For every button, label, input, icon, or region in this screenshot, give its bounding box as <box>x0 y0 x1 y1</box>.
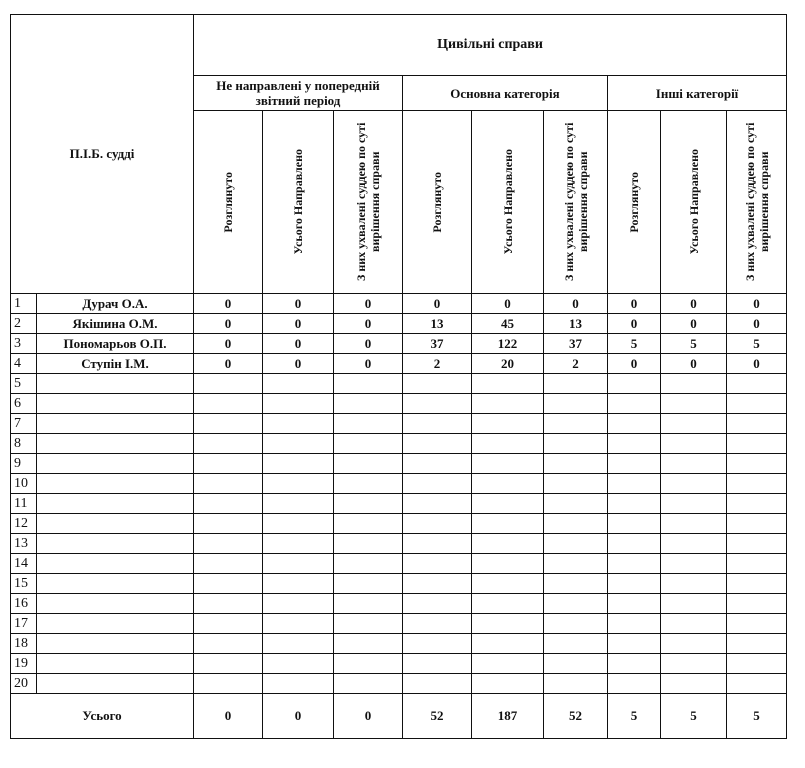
cell-value <box>194 654 263 674</box>
cell-value <box>403 374 472 394</box>
judge-name <box>37 574 194 594</box>
cell-value <box>727 654 787 674</box>
cell-value: 0 <box>334 314 403 334</box>
cell-value: 5 <box>727 334 787 354</box>
cell-value <box>194 414 263 434</box>
cell-value <box>403 674 472 694</box>
cell-value <box>194 434 263 454</box>
cell-value <box>472 654 544 674</box>
row-number: 18 <box>11 634 37 654</box>
cell-value <box>727 594 787 614</box>
cell-value: 37 <box>403 334 472 354</box>
subheader-other-categories-considered <box>608 111 661 294</box>
cell-value <box>263 414 334 434</box>
cell-value <box>194 374 263 394</box>
cell-value: 0 <box>194 294 263 314</box>
cell-value <box>544 474 608 494</box>
cell-value <box>661 414 727 434</box>
cell-value <box>608 494 661 514</box>
total-value: 0 <box>334 694 403 739</box>
table-row <box>11 594 787 614</box>
table-row <box>11 474 787 494</box>
cell-value <box>544 374 608 394</box>
cell-value <box>403 414 472 434</box>
cell-value <box>263 394 334 414</box>
row-number: 12 <box>11 514 37 534</box>
cell-value <box>194 474 263 494</box>
table-row <box>11 614 787 634</box>
judge-name: Пономарьов О.П. <box>37 334 194 354</box>
row-number: 4 <box>11 354 37 374</box>
cell-value <box>334 554 403 574</box>
row-number: 16 <box>11 594 37 614</box>
judge-name <box>37 614 194 634</box>
cell-value <box>194 454 263 474</box>
judge-name-header: П.І.Б. судді <box>11 15 194 294</box>
cell-value: 0 <box>334 354 403 374</box>
cell-value <box>403 654 472 674</box>
row-number: 17 <box>11 614 37 634</box>
total-value: 5 <box>608 694 661 739</box>
subheader-not-directed-decided-on-merits <box>334 111 403 294</box>
cell-value <box>727 374 787 394</box>
cell-value <box>194 574 263 594</box>
table-row <box>11 334 787 354</box>
cell-value <box>472 394 544 414</box>
cell-value <box>608 394 661 414</box>
cell-value: 2 <box>403 354 472 374</box>
cell-value <box>194 594 263 614</box>
cell-value <box>263 674 334 694</box>
judge-name <box>37 434 194 454</box>
cell-value <box>608 674 661 694</box>
cell-value: 0 <box>727 314 787 334</box>
cell-value <box>608 374 661 394</box>
judge-name: Ступін І.М. <box>37 354 194 374</box>
cell-value: 5 <box>661 334 727 354</box>
cell-value <box>727 494 787 514</box>
row-number: 7 <box>11 414 37 434</box>
cell-value <box>727 614 787 634</box>
row-number: 13 <box>11 534 37 554</box>
row-number: 2 <box>11 314 37 334</box>
row-number: 9 <box>11 454 37 474</box>
total-value: 52 <box>544 694 608 739</box>
cell-value <box>472 554 544 574</box>
cell-value <box>334 494 403 514</box>
table-row <box>11 294 787 314</box>
cell-value <box>608 614 661 634</box>
cell-value <box>727 394 787 414</box>
cell-value <box>608 414 661 434</box>
cell-value <box>661 474 727 494</box>
cell-value <box>263 454 334 474</box>
cell-value: 0 <box>194 354 263 374</box>
judge-name <box>37 634 194 654</box>
cell-value: 0 <box>263 314 334 334</box>
cell-value: 0 <box>334 294 403 314</box>
cell-value: 37 <box>544 334 608 354</box>
cell-value: 0 <box>727 294 787 314</box>
table-row <box>11 574 787 594</box>
cell-value <box>544 494 608 514</box>
cell-value <box>472 454 544 474</box>
cell-value: 13 <box>403 314 472 334</box>
cell-value <box>334 414 403 434</box>
total-value: 5 <box>661 694 727 739</box>
cell-value <box>661 554 727 574</box>
cell-value <box>194 494 263 514</box>
cell-value: 122 <box>472 334 544 354</box>
cell-value <box>403 394 472 414</box>
cell-value <box>608 654 661 674</box>
cell-value <box>472 614 544 634</box>
table-row <box>11 414 787 434</box>
cell-value <box>194 554 263 574</box>
subheader-label: Розглянуто <box>221 171 235 233</box>
table-row <box>11 534 787 554</box>
cell-value <box>263 514 334 534</box>
cell-value: 13 <box>544 314 608 334</box>
table-row <box>11 554 787 574</box>
cell-value <box>544 434 608 454</box>
cell-value: 0 <box>544 294 608 314</box>
cell-value <box>263 654 334 674</box>
subheader-label: З них ухвалені суддею по суті вирішення справи <box>354 122 382 282</box>
row-number: 20 <box>11 674 37 694</box>
cell-value <box>544 574 608 594</box>
table-row <box>11 654 787 674</box>
cell-value <box>472 634 544 654</box>
cell-value: 0 <box>403 294 472 314</box>
cell-value <box>544 674 608 694</box>
cell-value <box>472 434 544 454</box>
cell-value <box>334 534 403 554</box>
cell-value <box>661 674 727 694</box>
cell-value <box>661 394 727 414</box>
civil-cases-header: Цивільні справи <box>194 15 787 76</box>
cell-value <box>194 394 263 414</box>
judge-name <box>37 674 194 694</box>
cell-value <box>727 534 787 554</box>
total-value: 5 <box>727 694 787 739</box>
judge-name <box>37 534 194 554</box>
cell-value: 45 <box>472 314 544 334</box>
cell-value <box>472 594 544 614</box>
cell-value <box>263 494 334 514</box>
civil-cases-table <box>10 14 787 739</box>
cell-value <box>727 414 787 434</box>
table-row <box>11 674 787 694</box>
cell-value <box>403 434 472 454</box>
judge-name <box>37 654 194 674</box>
total-value: 52 <box>403 694 472 739</box>
cell-value <box>263 634 334 654</box>
cell-value: 0 <box>608 354 661 374</box>
cell-value <box>334 654 403 674</box>
subheader-label: З них ухвалені суддею по суті вирішення справи <box>742 122 771 282</box>
cell-value <box>727 514 787 534</box>
cell-value <box>263 374 334 394</box>
cell-value <box>472 674 544 694</box>
row-number: 5 <box>11 374 37 394</box>
subheader-other-categories-decided-on-merits <box>727 111 787 294</box>
table-row <box>11 314 787 334</box>
cell-value <box>263 554 334 574</box>
cell-value <box>661 514 727 534</box>
subheader-label: Розглянуто <box>627 171 641 233</box>
cell-value <box>334 434 403 454</box>
cell-value: 0 <box>661 354 727 374</box>
row-number: 8 <box>11 434 37 454</box>
cell-value <box>544 394 608 414</box>
judge-name <box>37 594 194 614</box>
judge-name <box>37 514 194 534</box>
subheader-main-category-total-directed <box>472 111 544 294</box>
cell-value <box>403 454 472 474</box>
cell-value: 0 <box>727 354 787 374</box>
cell-value <box>472 514 544 534</box>
cell-value <box>334 574 403 594</box>
cell-value: 0 <box>334 334 403 354</box>
group-header-not-directed: Не направлені у попередній звітний період <box>194 76 403 111</box>
subheader-other-categories-total-directed <box>661 111 727 294</box>
cell-value: 0 <box>194 334 263 354</box>
cell-value <box>544 514 608 534</box>
group-header-other-categories: Інші категорії <box>608 76 787 111</box>
cell-value <box>263 534 334 554</box>
row-number: 6 <box>11 394 37 414</box>
table-row <box>11 354 787 374</box>
table-row <box>11 494 787 514</box>
cell-value <box>661 434 727 454</box>
table-row <box>11 394 787 414</box>
row-number: 1 <box>11 294 37 314</box>
row-number: 11 <box>11 494 37 514</box>
row-number: 3 <box>11 334 37 354</box>
subheader-main-category-decided-on-merits <box>544 111 608 294</box>
cell-value <box>544 414 608 434</box>
subheader-label: З них ухвалені суддею по суті вирішення справи <box>561 122 590 282</box>
table-row <box>11 514 787 534</box>
table-row <box>11 634 787 654</box>
judge-name: Дурач О.А. <box>37 294 194 314</box>
table-row <box>11 434 787 454</box>
cell-value <box>334 614 403 634</box>
cell-value <box>403 594 472 614</box>
total-value: 0 <box>194 694 263 739</box>
row-number: 19 <box>11 654 37 674</box>
total-value: 187 <box>472 694 544 739</box>
row-number: 10 <box>11 474 37 494</box>
cell-value <box>727 554 787 574</box>
cell-value <box>727 434 787 454</box>
cell-value <box>608 454 661 474</box>
cell-value <box>727 454 787 474</box>
cell-value <box>334 514 403 534</box>
row-number: 15 <box>11 574 37 594</box>
cell-value <box>608 594 661 614</box>
row-number: 14 <box>11 554 37 574</box>
cell-value <box>472 414 544 434</box>
cell-value: 2 <box>544 354 608 374</box>
cell-value <box>472 574 544 594</box>
judge-name <box>37 554 194 574</box>
cell-value: 5 <box>608 334 661 354</box>
total-row <box>11 694 787 739</box>
cell-value: 0 <box>263 294 334 314</box>
cell-value: 0 <box>608 314 661 334</box>
cell-value <box>334 454 403 474</box>
cell-value <box>334 394 403 414</box>
total-value: 0 <box>263 694 334 739</box>
cell-value <box>661 654 727 674</box>
cell-value: 0 <box>608 294 661 314</box>
cell-value <box>194 634 263 654</box>
cell-value <box>194 614 263 634</box>
cell-value <box>472 474 544 494</box>
table-row <box>11 374 787 394</box>
judge-name <box>37 414 194 434</box>
cell-value <box>544 454 608 474</box>
cell-value <box>608 534 661 554</box>
cell-value: 0 <box>661 294 727 314</box>
cell-value: 0 <box>194 314 263 334</box>
cell-value <box>608 514 661 534</box>
subheader-not-directed-considered <box>194 111 263 294</box>
cell-value <box>403 534 472 554</box>
cell-value <box>661 574 727 594</box>
cell-value <box>334 674 403 694</box>
subheader-label: Усього Направлено <box>686 149 701 255</box>
total-label: Усього <box>11 694 194 739</box>
cell-value <box>334 474 403 494</box>
cell-value <box>403 554 472 574</box>
subheader-not-directed-total-directed <box>263 111 334 294</box>
cell-value <box>727 574 787 594</box>
cell-value <box>403 494 472 514</box>
cell-value <box>727 634 787 654</box>
subheader-main-category-considered <box>403 111 472 294</box>
cell-value <box>334 634 403 654</box>
cell-value <box>544 654 608 674</box>
cell-value <box>403 474 472 494</box>
cell-value <box>608 634 661 654</box>
judge-name <box>37 454 194 474</box>
subheader-label: Усього Направлено <box>500 149 515 255</box>
cell-value <box>263 594 334 614</box>
cell-value <box>472 534 544 554</box>
cell-value <box>403 574 472 594</box>
cell-value <box>263 614 334 634</box>
cell-value <box>194 534 263 554</box>
judge-name <box>37 494 194 514</box>
cell-value: 20 <box>472 354 544 374</box>
cell-value <box>544 634 608 654</box>
cell-value <box>263 474 334 494</box>
cell-value <box>661 634 727 654</box>
judge-name: Якішина О.М. <box>37 314 194 334</box>
judge-name <box>37 394 194 414</box>
cell-value <box>403 514 472 534</box>
cell-value <box>727 674 787 694</box>
cell-value <box>403 614 472 634</box>
cell-value: 0 <box>661 314 727 334</box>
cell-value <box>608 554 661 574</box>
cell-value <box>263 434 334 454</box>
cell-value: 0 <box>472 294 544 314</box>
table-row <box>11 454 787 474</box>
cell-value <box>334 374 403 394</box>
cell-value <box>472 374 544 394</box>
cell-value <box>661 614 727 634</box>
cell-value: 0 <box>263 354 334 374</box>
cell-value <box>727 474 787 494</box>
cell-value <box>608 434 661 454</box>
cell-value <box>544 534 608 554</box>
cell-value <box>544 554 608 574</box>
cell-value <box>334 594 403 614</box>
cell-value: 0 <box>263 334 334 354</box>
cell-value <box>194 514 263 534</box>
cell-value <box>194 674 263 694</box>
cell-value <box>661 594 727 614</box>
cell-value <box>608 474 661 494</box>
judge-name <box>37 374 194 394</box>
cell-value <box>544 614 608 634</box>
cell-value <box>403 634 472 654</box>
group-header-main-category: Основна категорія <box>403 76 608 111</box>
cell-value <box>544 594 608 614</box>
cell-value <box>661 494 727 514</box>
cell-value <box>661 454 727 474</box>
cell-value <box>661 374 727 394</box>
cell-value <box>263 574 334 594</box>
cell-value <box>472 494 544 514</box>
judge-name <box>37 474 194 494</box>
subheader-label: Розглянуто <box>430 171 444 233</box>
cell-value <box>661 534 727 554</box>
subheader-label: Усього Направлено <box>291 149 305 255</box>
cell-value <box>608 574 661 594</box>
